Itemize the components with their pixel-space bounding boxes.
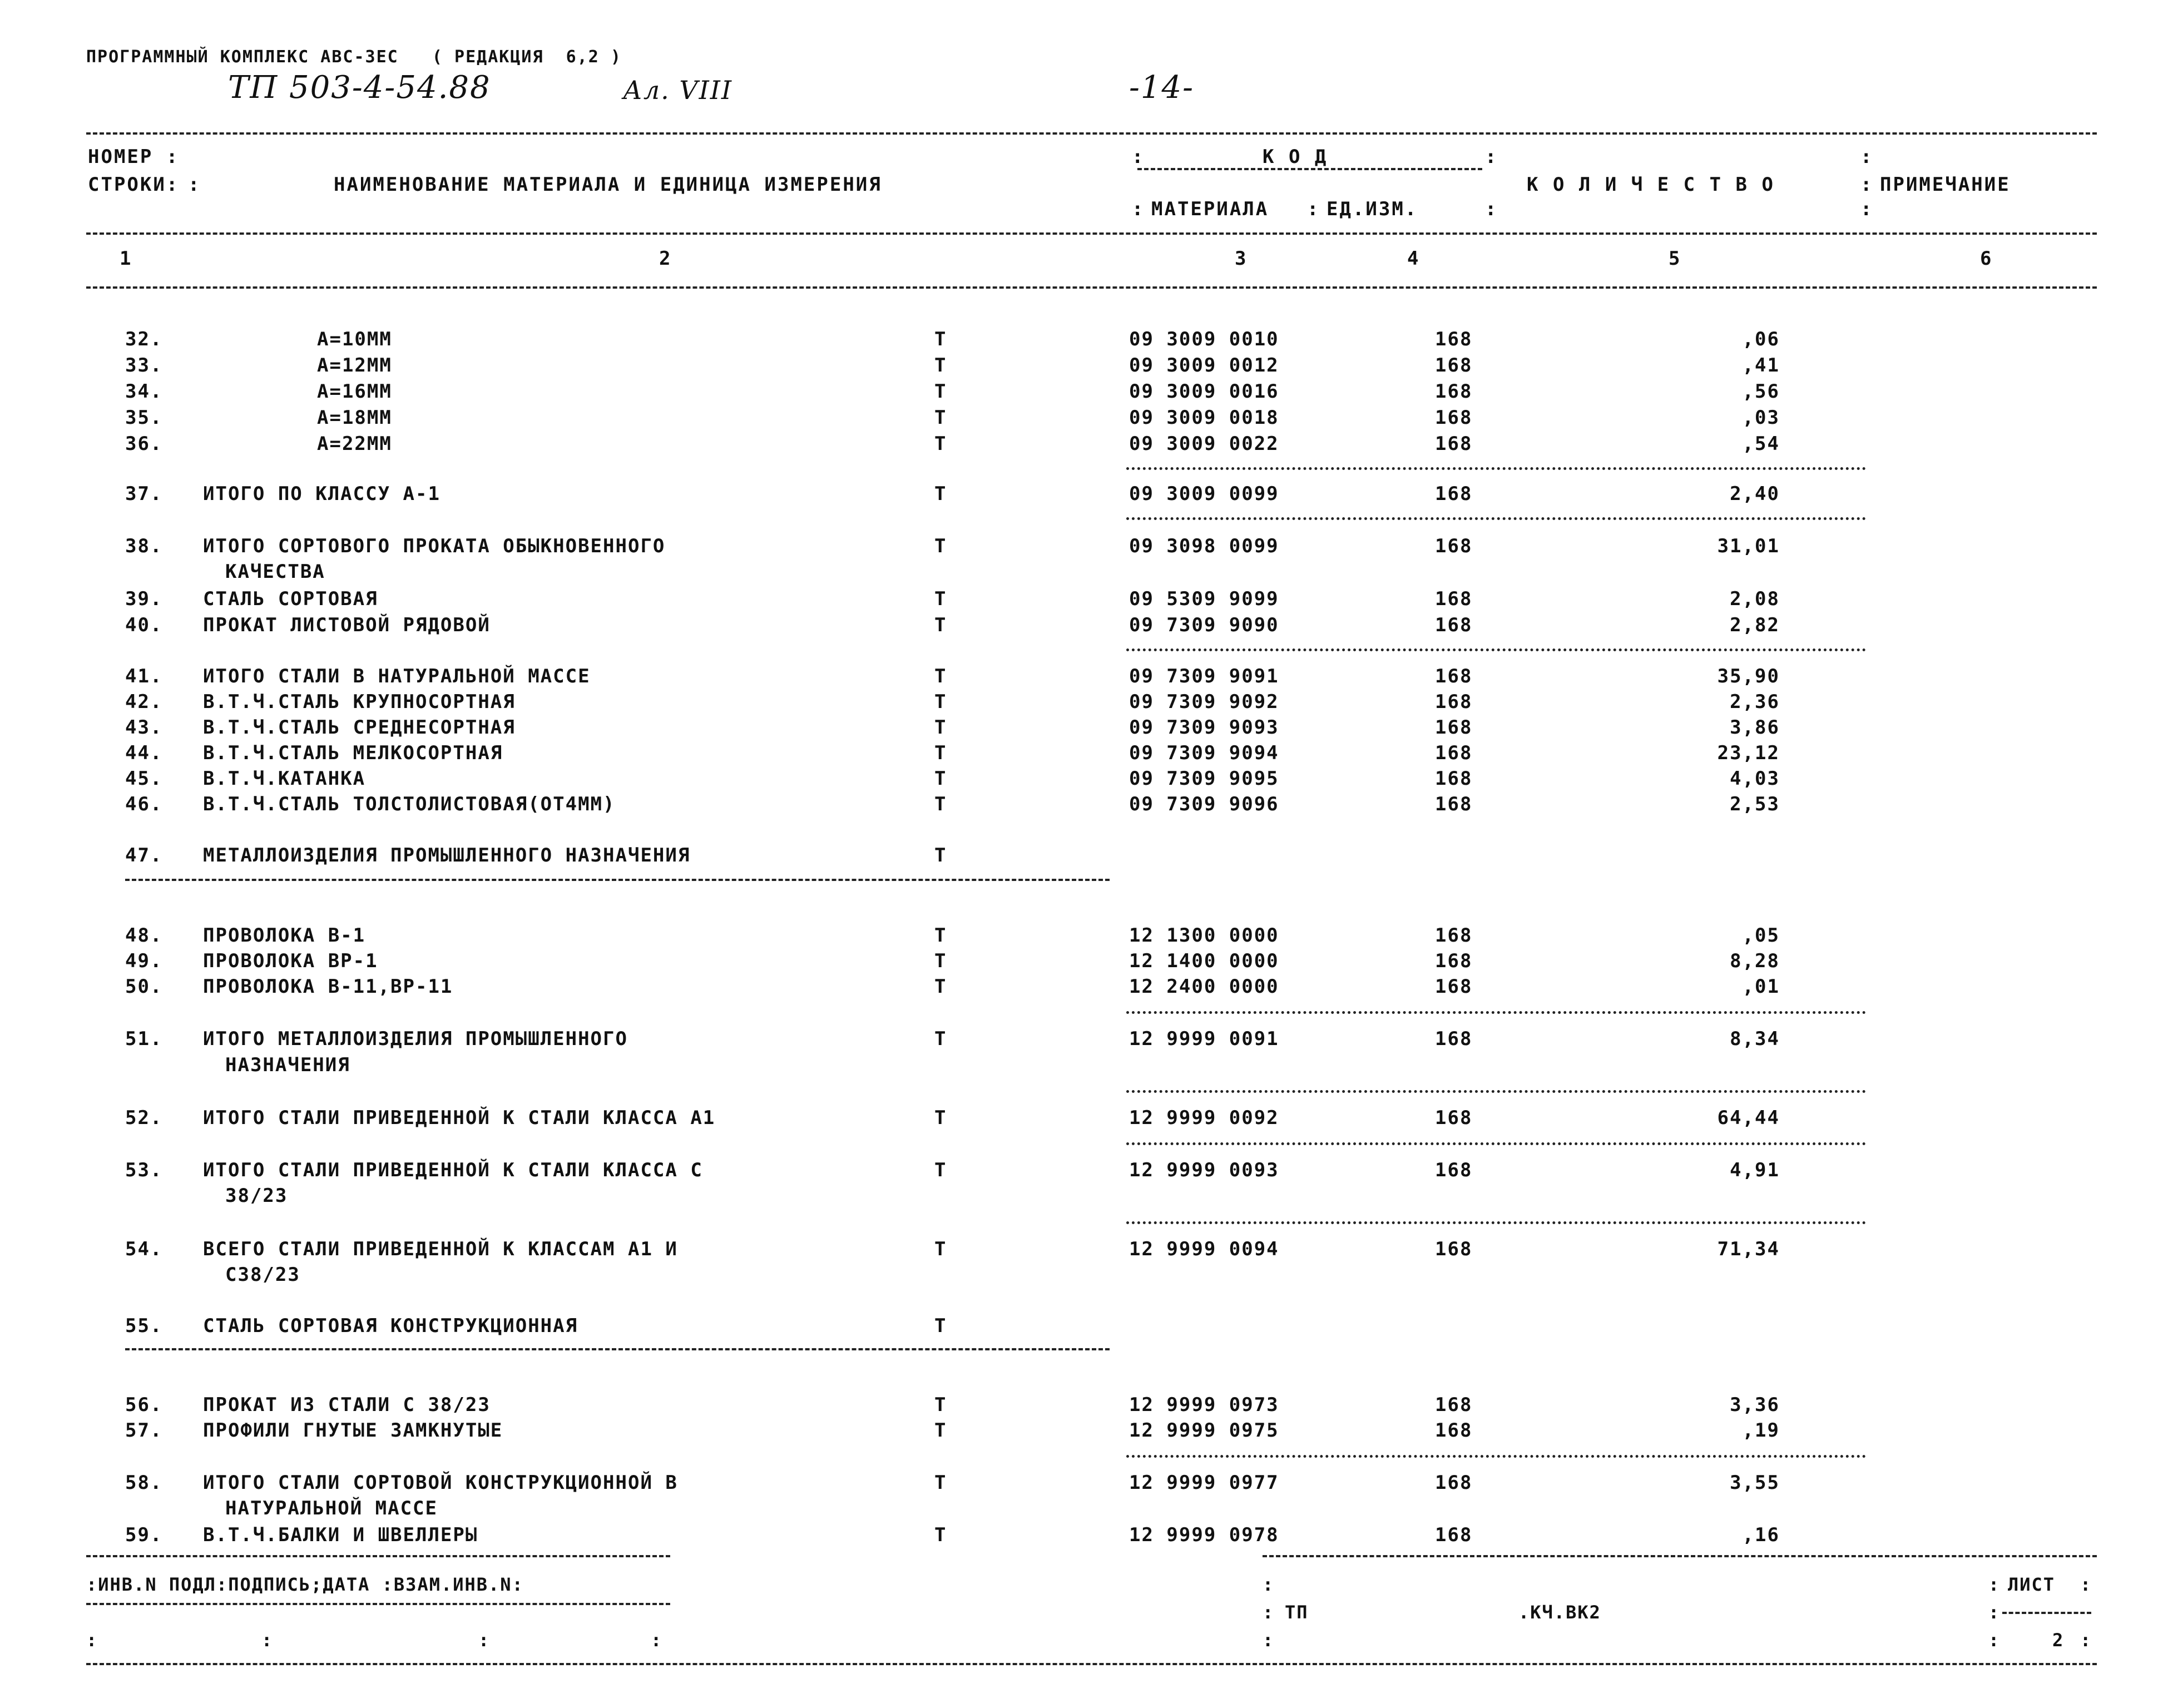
section-underline [125,879,1110,881]
table-row: 51. ИТОГО МЕТАЛЛОИЗДЕЛИЯ ПРОМЫШЛЕННОГО Т 12 9999 0091 168 8,34 [125,1028,1780,1050]
header-quantity: К О Л И Ч Е С Т В О [1527,174,1775,196]
header-code-group: К О Д [1263,146,1328,168]
table-row: 40. ПРОКАТ ЛИСТОВОЙ РЯДОВОЙ Т 09 7309 9090 168 2,82 [125,614,1780,636]
section-underline [125,1348,1110,1350]
header-code-rule [1137,168,1482,170]
header-colnum-5: 5 [1669,247,1682,270]
total-separator [1126,1142,1866,1145]
table-row: 35. А=18ММ Т 09 3009 0018 168 ,03 [125,407,1780,429]
table-row: 49. ПРОВОЛОКА ВР-1 Т 12 1400 0000 168 8,28 [125,950,1780,972]
header-row-number-1: НОМЕР : [88,146,180,168]
table-row: 34. А=16ММ Т 09 3009 0016 168 ,56 [125,380,1780,403]
doc-code: ТП 503-4-54.88 [228,70,491,106]
header-colnum-6: 6 [1980,247,1993,270]
table-row: 46. В.Т.Ч.СТАЛЬ ТОЛСТОЛИСТОВАЯ(ОТ4ММ) Т 09 7309 9096 168 2,53 [125,793,1780,815]
header-colnum-4: 4 [1407,247,1420,270]
table-row: 52. ИТОГО СТАЛИ ПРИВЕДЕННОЙ К СТАЛИ КЛАССА А1 Т 12 9999 0092 168 64,44 [125,1107,1780,1129]
table-row: 36. А=22ММ Т 09 3009 0022 168 ,54 [125,433,1780,455]
table-row-continuation: С38/23 [225,1264,300,1286]
total-separator [1126,517,1866,520]
footer-format: .КЧ.ВК2 [1518,1602,1601,1623]
header-colnum-1: 1 [120,247,133,270]
footer-sheet-label: ЛИСТ [2008,1574,2056,1595]
total-separator [1126,1090,1866,1093]
table-row: 48. ПРОВОЛОКА В-1 Т 12 1300 0000 168 ,05 [125,924,1780,947]
table-row-continuation: 38/23 [225,1185,288,1207]
table-row: 45. В.Т.Ч.КАТАНКА Т 09 7309 9095 168 4,03 [125,768,1780,790]
table-row: 47. МЕТАЛЛОИЗДЕЛИЯ ПРОМЫШЛЕННОГО НАЗНАЧЕНИЯ Т [125,844,947,867]
table-row: 53. ИТОГО СТАЛИ ПРИВЕДЕННОЙ К СТАЛИ КЛАССА С Т 12 9999 0093 168 4,91 [125,1159,1780,1181]
header-note: ПРИМЕЧАНИЕ [1880,174,2011,196]
total-separator [1126,1011,1866,1014]
table-row-continuation: КАЧЕСТВА [225,561,325,583]
footer-right-rule [1263,1555,2097,1557]
page-number: -14- [1129,70,1195,106]
table-row: 43. В.Т.Ч.СТАЛЬ СРЕДНЕСОРТНАЯ Т 09 7309 9093 168 3,86 [125,716,1780,739]
total-separator [1126,1455,1866,1458]
table-row: 58. ИТОГО СТАЛИ СОРТОВОЙ КОНСТРУКЦИОННОЙ В Т 12 9999 0977 168 3,55 [125,1472,1780,1494]
header-code-unit: ЕД.ИЗМ. [1326,198,1418,220]
footer-left-rule [86,1555,670,1557]
header-mid-rule [86,232,2097,235]
header-colnum-2: 2 [659,247,672,270]
footer-tp: ТП [1285,1602,1309,1623]
album-number: Ал. VIII [623,75,733,105]
table-row: 41. ИТОГО СТАЛИ В НАТУРАЛЬНОЙ МАССЕ Т 09 7309 9091 168 35,90 [125,665,1780,687]
header-row-number-2: СТРОКИ: [88,174,180,196]
table-row: 33. А=12ММ Т 09 3009 0012 168 ,41 [125,354,1780,377]
table-row: 32. А=10ММ Т 09 3009 0010 168 ,06 [125,328,1780,350]
footer-stamp-rule [86,1603,670,1605]
table-row-continuation: НАТУРАЛЬНОЙ МАССЕ [225,1497,438,1519]
table-row: 59. В.Т.Ч.БАЛКИ И ШВЕЛЛЕРЫ Т 12 9999 0978 168 ,16 [125,1524,1780,1546]
table-row: 38. ИТОГО СОРТОВОГО ПРОКАТА ОБЫКНОВЕННОГО Т 09 3098 0099 168 31,01 [125,535,1780,557]
program-title: ПРОГРАММНЫЙ КОМПЛЕКС АВС-ЗЕС ( РЕДАКЦИЯ 6,2 ) [86,47,622,67]
header-top-rule [86,132,2097,135]
table-row: 50. ПРОВОЛОКА В-11,ВР-11 Т 12 2400 0000 168 ,01 [125,976,1780,998]
footer-stamp-labels: :ИНВ.N ПОДЛ:ПОДПИСЬ;ДАТА :ВЗАМ.ИНВ.N: [86,1574,524,1595]
table-row: 54. ВСЕГО СТАЛИ ПРИВЕДЕННОЙ К КЛАССАМ А1 И Т 12 9999 0094 168 71,34 [125,1238,1780,1260]
total-separator [1126,467,1866,470]
header-bottom-rule [86,286,2097,289]
footer-sheet-number: 2 [2052,1630,2065,1651]
header-colnum-3: 3 [1235,247,1248,270]
footer-sheet-rule [2002,1612,2091,1614]
total-separator [1126,1221,1866,1224]
table-row: 44. В.Т.Ч.СТАЛЬ МЕЛКОСОРТНАЯ Т 09 7309 9094 168 23,12 [125,742,1780,764]
table-row: 39. СТАЛЬ СОРТОВАЯ Т 09 5309 9099 168 2,08 [125,588,1780,610]
header-code-material: МАТЕРИАЛА [1151,198,1269,220]
table-row: 42. В.Т.Ч.СТАЛЬ КРУПНОСОРТНАЯ Т 09 7309 9092 168 2,36 [125,691,1780,713]
total-separator [1126,648,1866,651]
table-row: 37. ИТОГО ПО КЛАССУ А-1 Т 09 3009 0099 168 2,40 [125,483,1780,505]
header-material-name: НАИМЕНОВАНИЕ МАТЕРИАЛА И ЕДИНИЦА ИЗМЕРЕНИЯ [334,174,882,196]
footer-bottom-rule [86,1663,2097,1665]
table-row: 56. ПРОКАТ ИЗ СТАЛИ С 38/23 Т 12 9999 0973 168 3,36 [125,1394,1780,1416]
table-row: 57. ПРОФИЛИ ГНУТЫЕ ЗАМКНУТЫЕ Т 12 9999 0975 168 ,19 [125,1419,1780,1442]
table-row: 55. СТАЛЬ СОРТОВАЯ КОНСТРУКЦИОННАЯ Т [125,1315,947,1337]
table-row-continuation: НАЗНАЧЕНИЯ [225,1054,350,1076]
